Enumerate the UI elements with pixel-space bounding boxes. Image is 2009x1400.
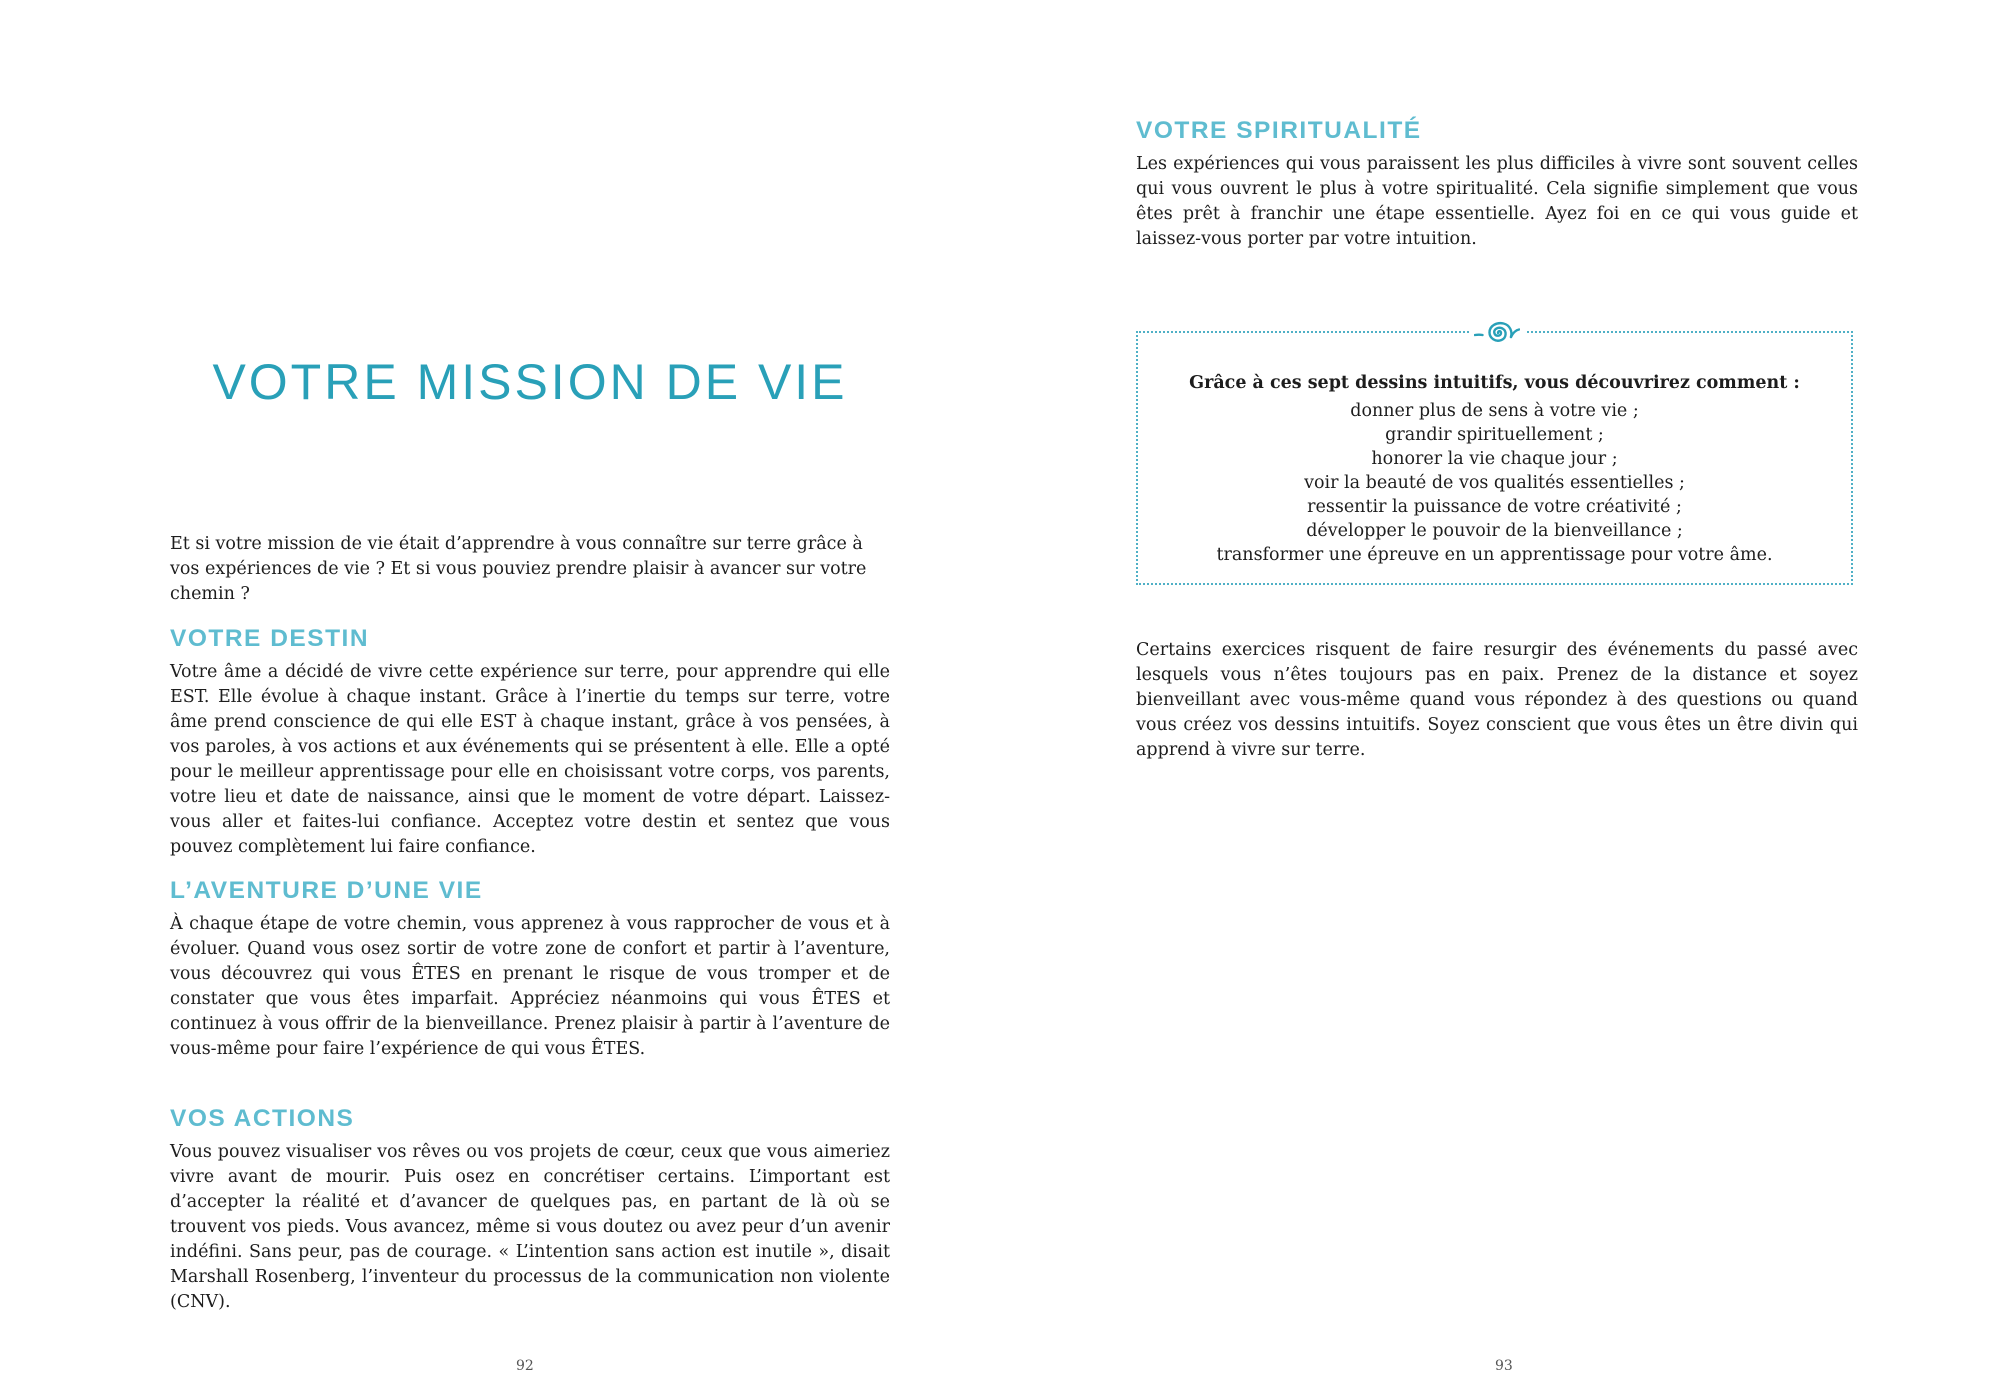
section-heading: L’AVENTURE D’UNE VIE	[170, 877, 483, 904]
right-page	[1004, 0, 2008, 1400]
list-item: honorer la vie chaque jour ;	[1371, 449, 1618, 469]
list-item: grandir spirituellement ;	[1385, 425, 1604, 445]
section-heading: VOTRE SPIRITUALITÉ	[1136, 117, 1422, 144]
section-text: Vous pouvez visualiser vos rêves ou vos projets de cœur, ceux que vous aimeriez vivre avant de mourir. Puis osez en concrétiser certains. L’important est d’accepter la réalité et d’avancer de quelques pas, en partant de là où se trouvent vos pieds. Vous avancez, même si vous doutez ou avez peur d’un avenir indéfini. Sans peur, pas de courage. « L’intention sans action est inutile », disait Marshall Rosenberg, l’inventeur du processus de la communication non violente (CNV).	[170, 1142, 890, 1312]
page-number: 92	[516, 1358, 534, 1374]
closing-paragraph: Certains exercices risquent de faire resurgir des événements du passé avec lesquels vous n’êtes toujours pas en paix. Prenez de la distance et soyez bienveillant avec vous-même quand vous répondez à des questions ou quand vous créez vos dessins intuitifs. Soyez conscient que vous êtes un être divin qui apprend à vivre sur terre.	[1136, 640, 1858, 760]
section-text: Votre âme a décidé de vivre cette expérience sur terre, pour apprendre qui elle EST. Elle évolue à chaque instant. Grâce à l’inertie du temps sur terre, votre âme prend conscience de qui elle EST à chaque instant, grâce à vos pensées, à vos paroles, à vos actions et aux événements qui se présentent à elle. Elle a opté pour le meilleur apprentissage pour elle en choisissant votre corps, vos parents, votre lieu et date de naissance, ainsi que le moment de votre départ. Laissez-vous aller et faites-lui confiance. Acceptez votre destin et sentez que vous pouvez complètement lui faire confiance.	[170, 662, 890, 857]
benefits-list	[1138, 399, 1851, 567]
benefits-box	[1136, 331, 1853, 585]
chapter-title: VOTRE MISSION DE VIE	[212, 354, 848, 410]
list-item: transformer une épreuve en un apprentissage pour votre âme.	[1216, 545, 1773, 565]
page-number: 93	[1495, 1358, 1513, 1374]
spiral-icon	[1469, 309, 1525, 357]
left-page	[0, 0, 1004, 1400]
list-item: voir la beauté de vos qualités essentielles ;	[1304, 473, 1685, 493]
section-vos-actions	[170, 1104, 890, 1315]
box-lead: Grâce à ces sept dessins intuitifs, vous découvrirez comment :	[1189, 373, 1800, 393]
list-item: développer le pouvoir de la bienveillance ;	[1306, 521, 1683, 541]
list-item: donner plus de sens à votre vie ;	[1350, 401, 1639, 421]
section-votre-destin	[170, 624, 890, 860]
section-text: À chaque étape de votre chemin, vous apprenez à vous rapprocher de vous et à évoluer. Quand vous osez sortir de votre zone de confort et partir à l’aventure, vous découvrez qui vous ÊTES en prenant le risque de vous tromper et de constater que vous êtes imparfait. Appréciez néanmoins qui vous ÊTES et continuez à vous offrir de la bienveillance. Prenez plaisir à partir à l’aventure de vous-même pour faire l’expérience de qui vous ÊTES.	[170, 914, 890, 1059]
list-item: ressentir la puissance de votre créativité ;	[1307, 497, 1682, 517]
section-heading: VOS ACTIONS	[170, 1105, 355, 1132]
section-votre-spiritualite	[1136, 116, 1858, 252]
section-heading: VOTRE DESTIN	[170, 625, 370, 652]
intro-paragraph: Et si votre mission de vie était d’apprendre à vous connaître sur terre grâce à vos expériences de vie ? Et si vous pouviez prendre plaisir à avancer sur votre chemin ?	[170, 534, 867, 604]
section-aventure-d-une-vie	[170, 876, 890, 1062]
section-text: Les expériences qui vous paraissent les plus difficiles à vivre sont souvent celles qui vous ouvrent le plus à votre spiritualité. Cela signifie simplement que vous êtes prêt à franchir une étape essentielle. Ayez foi en ce qui vous guide et laissez-vous porter par votre intuition.	[1136, 154, 1858, 249]
